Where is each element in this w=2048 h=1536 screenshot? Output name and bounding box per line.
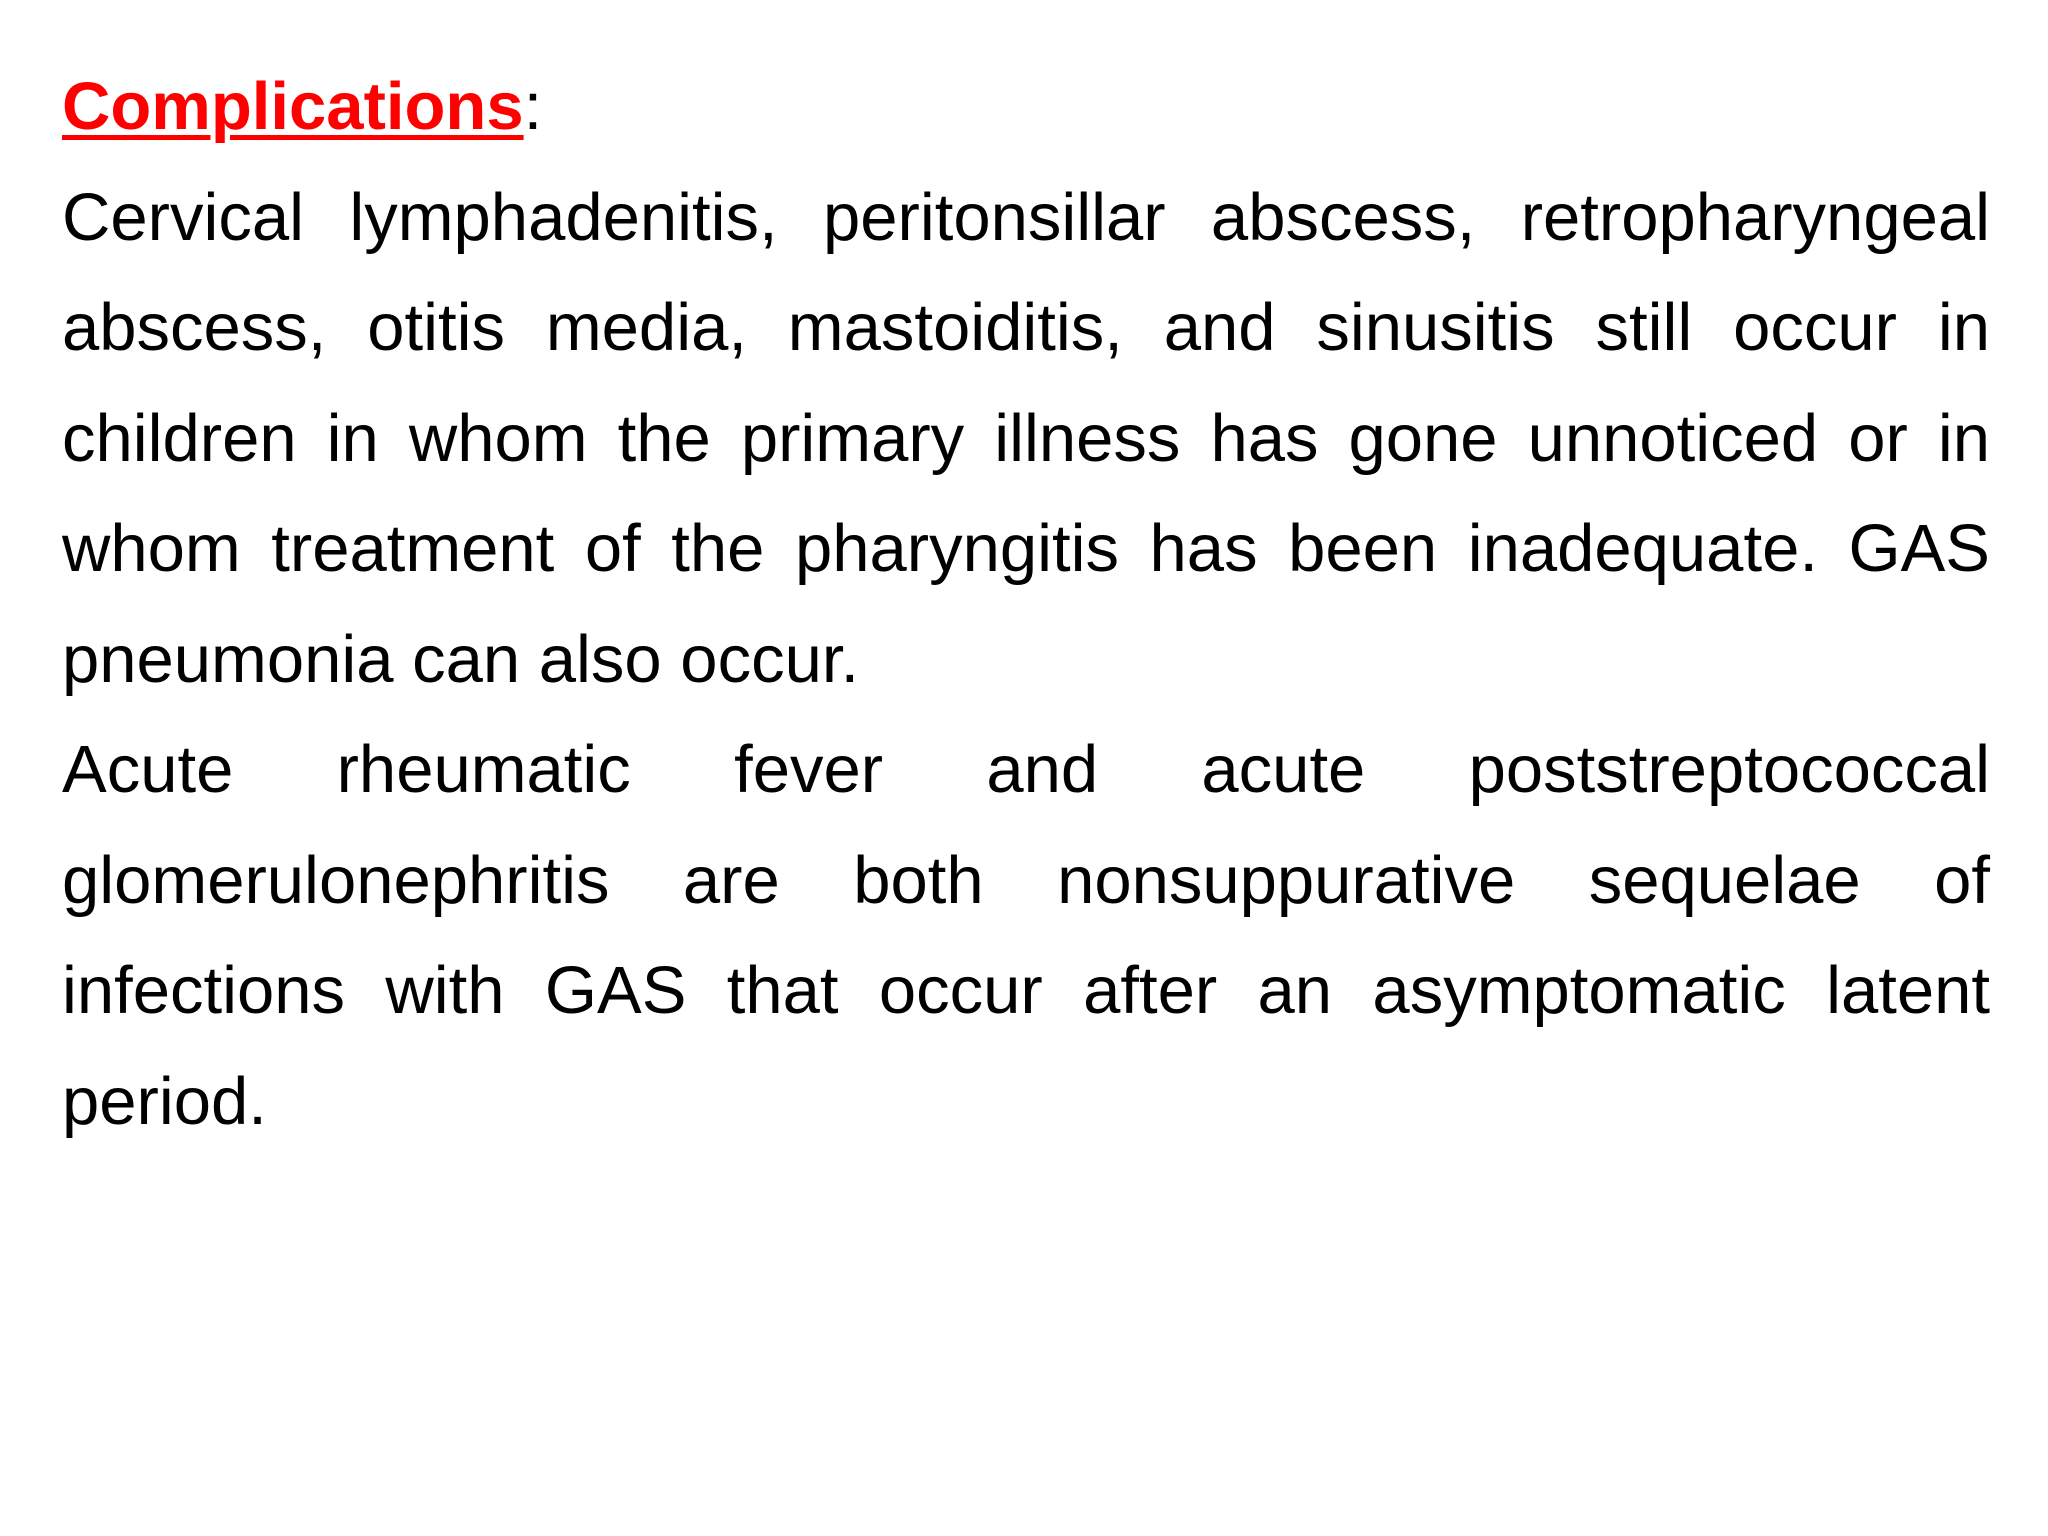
section-heading: [62, 52, 1990, 163]
paragraph-nonsuppurative-sequelae: Acute rheumatic fever and acute poststreptococcal glomerulonephritis are both nonsuppurative sequelae of infections with GAS that occur after an asymptomatic latent period.: [62, 732, 1990, 1139]
heading-title: Complications: [62, 69, 524, 144]
paragraph-suppurative-complications: Cervical lymphadenitis, peritonsillar abscess, retropharyngeal abscess, otitis media, mastoiditis, and sinusitis still occur in children in whom the primary illness has gone unnoticed or in whom treatment of the pharyngitis has been inadequate. GAS pneumonia can also occur.: [62, 179, 1990, 697]
heading-colon: :: [523, 69, 543, 144]
slide-content: [62, 52, 1990, 1157]
